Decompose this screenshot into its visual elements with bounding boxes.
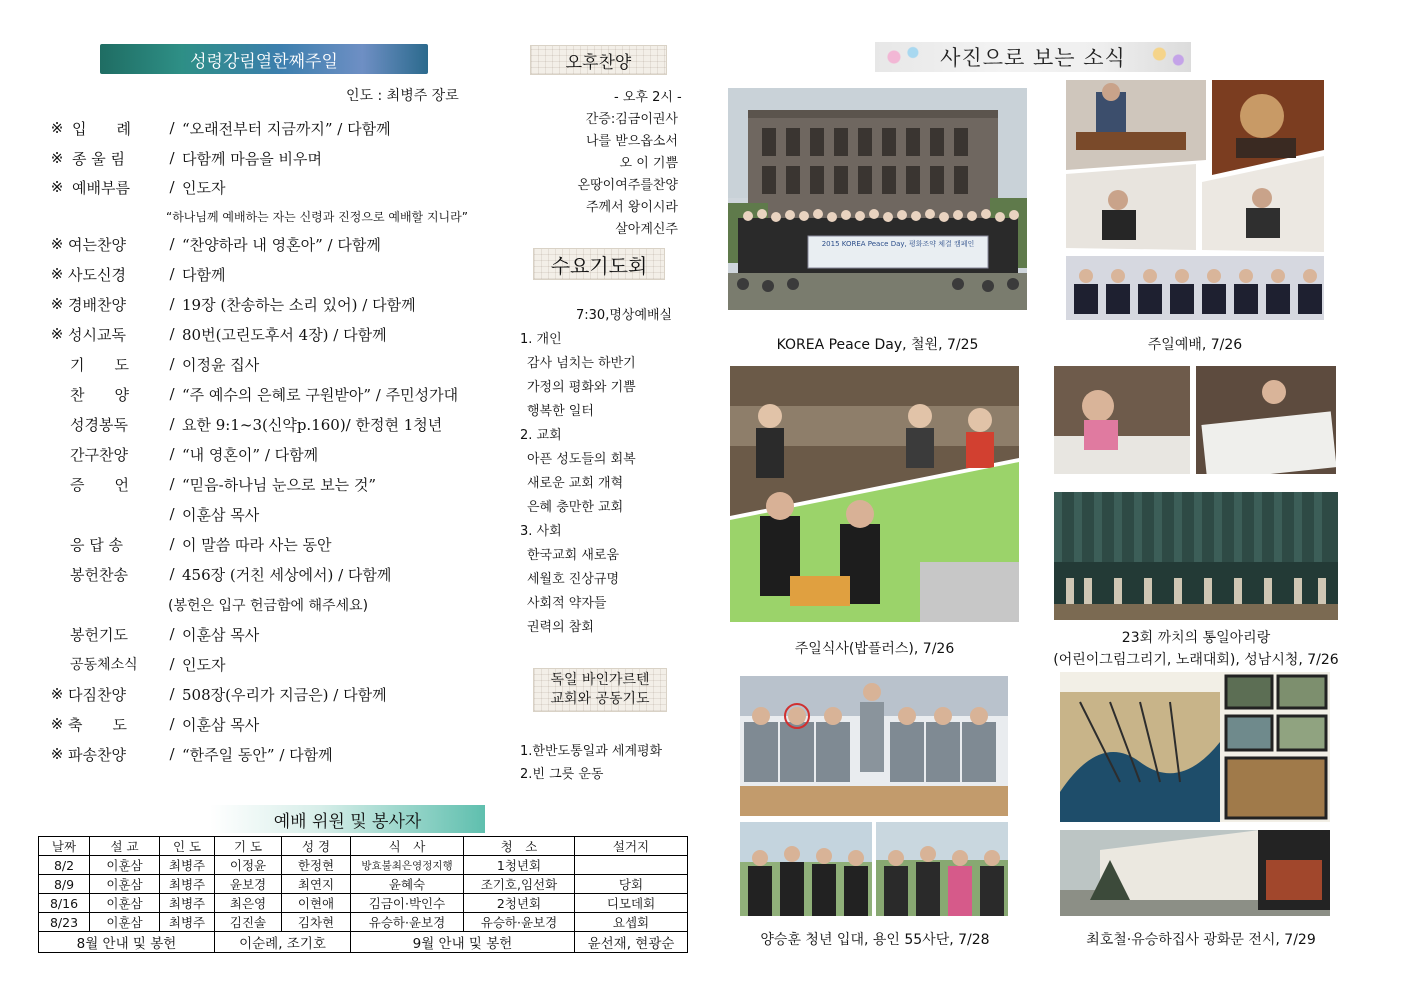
photo-caption: 주일식사(밥플러스), 7/26 <box>794 641 955 657</box>
separator: / <box>169 415 175 433</box>
standing-mark: ※ <box>50 235 64 253</box>
liturgy-item-name: 경배찬양 <box>68 295 126 314</box>
liturgy-item-text: “주 예수의 은혜로 구원받아” / 주민성가대 <box>182 385 459 404</box>
stage-performance-photo <box>1054 492 1338 620</box>
afternoon-line: 주께서 왕이시라 <box>585 200 678 215</box>
separator: / <box>169 295 175 313</box>
table-cell: 방효불최은영정지행 <box>351 856 464 875</box>
liturgy-row-response <box>46 532 331 556</box>
photo-caption: KOREA Peace Day, 철원, 7/25 <box>776 337 979 353</box>
table-cell: 한정현 <box>282 856 351 875</box>
column-header: 기 도 <box>215 837 282 856</box>
standing-mark: ※ <box>50 119 64 137</box>
liturgy-item-text: “내 영혼이” / 다함께 <box>182 445 319 464</box>
liturgy-item-text: 508장(우리가 지금은) / 다함께 <box>182 685 387 704</box>
liturgy-item-name: 공동체소식 <box>70 657 138 673</box>
table-cell <box>575 856 688 875</box>
weingarten-banner <box>533 668 667 712</box>
table-cell: 8월 안내 및 봉헌 <box>39 932 215 953</box>
prayer-item: 권력의 참회 <box>527 620 594 635</box>
exhibition-artwork-photo <box>1060 672 1330 822</box>
liturgy-row-sermon <box>46 472 376 496</box>
table-cell: 최병주 <box>160 875 215 894</box>
photo-caption: 최호철·유승하집사 광화문 전시, 7/29 <box>1086 932 1316 948</box>
liturgy-row-preacher <box>46 502 259 526</box>
standing-mark: ※ <box>50 149 64 167</box>
liturgy-item-text: 인도자 <box>182 655 226 674</box>
table-cell: 2청년회 <box>464 894 575 913</box>
liturgy-row-sending-song <box>46 742 333 766</box>
separator: / <box>169 119 175 137</box>
table-cell: 8/23 <box>39 913 90 932</box>
liturgy-item-name: 봉헌기도 <box>70 625 128 644</box>
separator: / <box>169 355 175 373</box>
liturgy-item-name: 사도신경 <box>68 265 126 284</box>
liturgy-row-entrance <box>46 116 391 140</box>
weingarten-banner-line2: 교회와 공동기도 <box>550 691 650 707</box>
column-header: 설거지 <box>575 837 688 856</box>
liturgy-row-responsive-reading <box>46 322 387 346</box>
afternoon-line: 살아계신주 <box>615 222 678 237</box>
afternoon-time: - 오후 2시 - <box>614 90 682 105</box>
separator: / <box>169 685 175 703</box>
liturgy-item-name: 성경봉독 <box>70 415 128 434</box>
liturgy-item-text: “찬양하라 내 영혼아” / 다함께 <box>182 235 381 254</box>
liturgy-item-name: 봉헌찬송 <box>70 565 128 584</box>
prayer-item: 아픈 성도들의 회복 <box>527 452 636 467</box>
table-header-row <box>39 837 688 856</box>
prayer-item: 사회적 약자들 <box>527 596 607 611</box>
photo-caption: 23회 까치의 통일아리랑 <box>1121 630 1271 646</box>
table-cell: 9월 안내 및 봉헌 <box>351 932 575 953</box>
offering-note: (봉헌은 입구 헌금함에 해주세요) <box>168 598 369 614</box>
table-cell: 최병주 <box>160 913 215 932</box>
liturgy-row-offering-prayer <box>46 622 259 646</box>
table-cell: 이훈삼 <box>90 894 160 913</box>
table-cell: 8/9 <box>39 875 90 894</box>
photo-caption: (어린이그림그리기, 노래대회), 성남시청, 7/26 <box>1053 652 1339 668</box>
standing-mark: ※ <box>50 745 64 763</box>
liturgy-row-creed <box>46 262 225 286</box>
table-cell: 이훈삼 <box>90 913 160 932</box>
liturgy-item-name: 다짐찬양 <box>68 685 126 704</box>
table-cell: 유승하·윤보경 <box>351 913 464 932</box>
liturgy-item-text: “믿음-하나님 눈으로 보는 것” <box>182 475 377 494</box>
joint-prayer-item: 1.한반도통일과 세계평화 <box>520 744 663 759</box>
liturgy-item-text: 이정윤 집사 <box>182 355 260 374</box>
photo-caption: 주일예배, 7/26 <box>1147 337 1243 353</box>
liturgy-item-text: 이훈삼 목사 <box>182 625 260 644</box>
liturgy-row-opening-song <box>46 232 381 256</box>
table-row <box>39 894 688 913</box>
separator: / <box>169 178 175 196</box>
table-cell: 이순례, 조기호 <box>215 932 351 953</box>
service-volunteers-table <box>38 836 688 953</box>
sunday-meal-collage <box>730 366 1019 622</box>
liturgy-item-name: 파송찬양 <box>68 745 126 764</box>
table-cell: 김진솔 <box>215 913 282 932</box>
table-footer-row <box>39 932 688 953</box>
liturgy-item-text: 456장 (거친 세상에서) / 다함께 <box>182 565 392 584</box>
separator: / <box>169 625 175 643</box>
separator: / <box>169 475 175 493</box>
separator: / <box>169 265 175 283</box>
wednesday-time: 7:30,명상예배실 <box>576 308 673 323</box>
service-volunteers-banner: 예배 위원 및 봉사자 <box>210 805 485 833</box>
liturgy-item-name: 찬 양 <box>70 385 129 404</box>
liturgy-item-text: 다함께 <box>182 265 226 284</box>
service-leader: 인도 : 최병주 장로 <box>346 88 459 104</box>
army-enlistment-photo <box>740 676 1008 816</box>
standing-mark: ※ <box>50 295 64 313</box>
liturgy-item-text: 다함께 마음을 비우며 <box>182 149 322 168</box>
photo-caption: 양승훈 청년 입대, 용인 55사단, 7/28 <box>760 932 990 948</box>
weingarten-banner-line1: 독일 바인가르텐 <box>550 672 650 688</box>
liturgy-item-text: 이 말씀 따라 사는 동안 <box>182 535 332 554</box>
column-header: 식 사 <box>351 837 464 856</box>
separator: / <box>169 445 175 463</box>
separator: / <box>169 655 175 673</box>
column-header: 설 교 <box>90 837 160 856</box>
table-cell: 윤혜숙 <box>351 875 464 894</box>
prayer-item: 은혜 충만한 교회 <box>527 500 624 515</box>
sunday-worship-collage <box>1066 80 1324 320</box>
table-cell: 최은영 <box>215 894 282 913</box>
liturgy-item-name: 기 도 <box>70 355 129 374</box>
separator: / <box>169 149 175 167</box>
standing-mark: ※ <box>50 178 64 196</box>
column-header: 성 경 <box>282 837 351 856</box>
liturgy-row-choir <box>46 382 458 406</box>
table-row <box>39 856 688 875</box>
liturgy-row-announcements <box>46 652 225 676</box>
table-cell: 최병주 <box>160 894 215 913</box>
table-cell: 이훈삼 <box>90 856 160 875</box>
liturgy-row-offering-hymn <box>46 562 391 586</box>
table-cell: 윤보경 <box>215 875 282 894</box>
table-cell: 요셉회 <box>575 913 688 932</box>
table-cell: 김차현 <box>282 913 351 932</box>
standing-mark: ※ <box>50 715 64 733</box>
standing-mark: ※ <box>50 685 64 703</box>
table-cell: 최연지 <box>282 875 351 894</box>
column-header: 청 소 <box>464 837 575 856</box>
wednesday-prayer-banner: 수요기도회 <box>533 248 665 280</box>
separator: / <box>169 325 175 343</box>
liturgy-item-text: 19장 (찬송하는 소리 있어) / 다함께 <box>182 295 416 314</box>
column-header: 날짜 <box>39 837 90 856</box>
prayer-item: 한국교회 새로움 <box>527 548 620 563</box>
liturgy-item-name: 예배부름 <box>72 178 130 197</box>
liturgy-item-name: 간구찬양 <box>70 445 128 464</box>
children-drawing-photos <box>1054 366 1336 474</box>
table-cell: 당회 <box>575 875 688 894</box>
standing-mark: ※ <box>50 325 64 343</box>
prayer-item: 새로운 교회 개혁 <box>527 476 624 491</box>
peace-day-group-photo <box>728 88 1027 310</box>
liturgy-item-text: “오래전부터 지금까지” / 다함께 <box>182 119 391 138</box>
prayer-item: 행복한 일터 <box>527 404 594 419</box>
afternoon-line: 온땅이여주를찬양 <box>577 178 678 193</box>
liturgy-row-benediction <box>46 712 259 736</box>
liturgy-item-text: 인도자 <box>182 178 226 197</box>
table-cell: 8/16 <box>39 894 90 913</box>
liturgy-item-text: 이훈삼 목사 <box>182 505 260 524</box>
column-header: 인 도 <box>160 837 215 856</box>
liturgy-item-name: 응 답 송 <box>70 535 124 554</box>
table-cell: 최병주 <box>160 856 215 875</box>
prayer-heading: 2. 교회 <box>520 428 562 443</box>
table-cell: 이훈삼 <box>90 875 160 894</box>
table-cell: 조기호,임선화 <box>464 875 575 894</box>
prayer-item: 가정의 평화와 기쁨 <box>527 380 636 395</box>
liturgy-item-text: 80번(고린도후서 4장) / 다함께 <box>182 325 387 344</box>
table-cell: 이정윤 <box>215 856 282 875</box>
joint-prayer-item: 2.빈 그릇 운동 <box>520 767 604 782</box>
separator: / <box>169 565 175 583</box>
gwanghwamun-exhibition-tent-photo <box>1060 830 1330 916</box>
liturgy-row-scripture <box>46 412 442 436</box>
liturgy-item-text: 요한 9:1~3(신약p.160)/ 한정현 1청년 <box>182 415 443 434</box>
liturgy-row-bell <box>46 146 322 170</box>
table-cell: 유승하·윤보경 <box>464 913 575 932</box>
family-photo-right <box>876 822 1008 916</box>
liturgy-item-name: 여는찬양 <box>68 235 126 254</box>
liturgy-row-prayer <box>46 352 259 376</box>
liturgy-item-name: 축 도 <box>68 715 127 734</box>
standing-mark: ※ <box>50 265 64 283</box>
prayer-heading: 3. 사회 <box>520 524 562 539</box>
prayer-heading: 1. 개인 <box>520 332 562 347</box>
prayer-item: 감사 넘치는 하반기 <box>527 356 636 371</box>
separator: / <box>169 535 175 553</box>
liturgy-row-petition-song <box>46 442 318 466</box>
separator: / <box>169 235 175 253</box>
family-photo-left <box>740 822 872 916</box>
table-cell: 김금이·박인수 <box>351 894 464 913</box>
table-row <box>39 913 688 932</box>
peace-day-banner-text: 2015 KOREA Peace Day, 평화조약 체결 캠페인 <box>821 240 975 248</box>
liturgy-row-pledge-song <box>46 682 387 706</box>
liturgy-item-name: 증 언 <box>70 475 129 494</box>
table-cell: 1청년회 <box>464 856 575 875</box>
separator: / <box>169 385 175 403</box>
liturgy-item-text: “한주일 동안” / 다함께 <box>182 745 333 764</box>
table-cell: 윤선재, 현광순 <box>575 932 688 953</box>
liturgy-item-name: 성시교독 <box>68 325 126 344</box>
liturgy-title-banner: 성령강림열한째주일 <box>100 44 428 74</box>
afternoon-line: 오 이 기쁨 <box>619 156 678 171</box>
afternoon-line: 나를 받으옵소서 <box>585 134 678 149</box>
liturgy-row-worship-song <box>46 292 416 316</box>
separator: / <box>169 505 175 523</box>
table-row <box>39 875 688 894</box>
table-cell: 8/2 <box>39 856 90 875</box>
table-cell: 디모데회 <box>575 894 688 913</box>
table-cell: 이현애 <box>282 894 351 913</box>
prayer-item: 세월호 진상규명 <box>527 572 620 587</box>
liturgy-item-text: 이훈삼 목사 <box>182 715 260 734</box>
call-to-worship-verse: “하나님께 예배하는 자는 신령과 진정으로 예배할 지니라” <box>166 210 468 224</box>
liturgy-item-name: 종 울 림 <box>72 149 126 168</box>
separator: / <box>169 745 175 763</box>
afternoon-line: 간증:김금이권사 <box>585 112 678 127</box>
liturgy-row-call <box>46 175 225 199</box>
afternoon-praise-banner: 오후찬양 <box>530 45 667 75</box>
photo-news-banner: 사진으로 보는 소식 <box>875 42 1191 72</box>
liturgy-item-name: 입 례 <box>72 119 131 138</box>
separator: / <box>169 715 175 733</box>
